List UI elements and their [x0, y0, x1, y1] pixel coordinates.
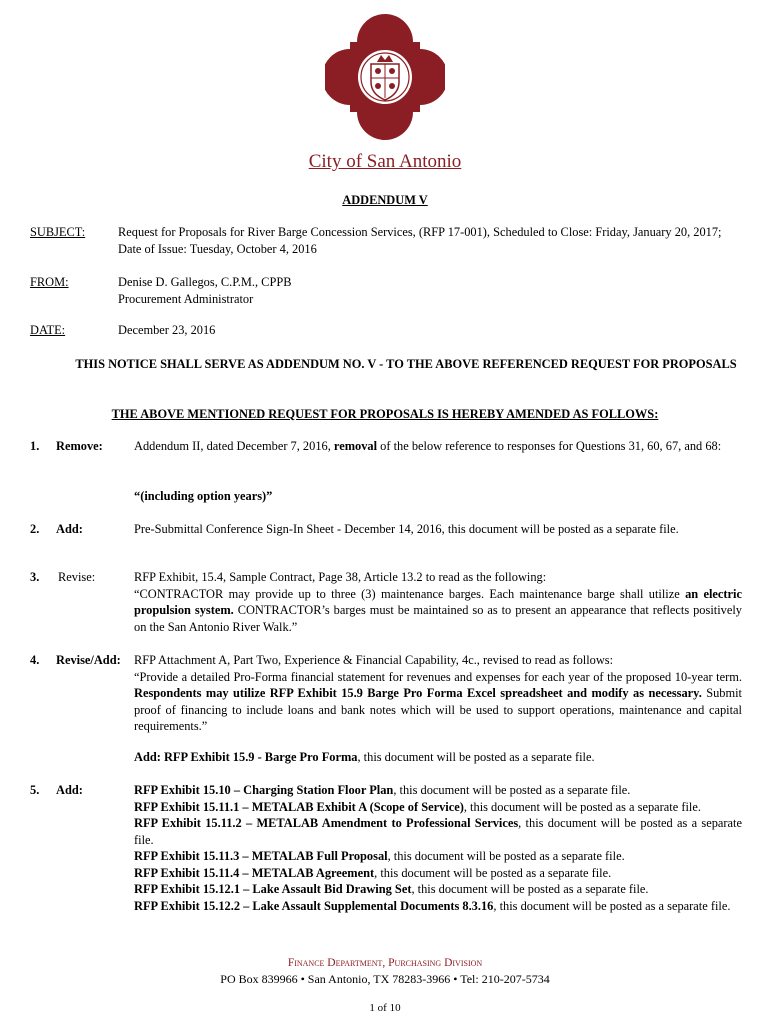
item-3-body — [134, 569, 742, 635]
amended-heading: THE ABOVE MENTIONED REQUEST FOR PROPOSALS IS HEREBY AMENDED AS FOLLOWS: — [111, 407, 659, 421]
item-4-add: Add: RFP Exhibit 15.9 - Barge Pro Forma, this document will be posted as a separate file. — [134, 750, 595, 764]
item-5-label: Add: — [56, 783, 83, 797]
item-4-body — [134, 652, 742, 735]
item-3-number: 3. — [30, 570, 40, 584]
exhibit-15-10: RFP Exhibit 15.10 – Charging Station Floor Plan, this document will be posted as a separate file. — [134, 783, 631, 797]
city-name: City of San Antonio — [308, 151, 462, 172]
from-title: Procurement Administrator — [118, 291, 254, 306]
exhibit-15-11-3: RFP Exhibit 15.11.3 – METALAB Full Proposal, this document will be posted as a separate file. — [134, 849, 625, 863]
date-value: December 23, 2016 — [118, 323, 216, 337]
item-4-line1: RFP Attachment A, Part Two, Experience & Financial Capability, 4c., revised to read as follows: — [134, 653, 614, 667]
from-block — [118, 274, 744, 307]
exhibit-15-12-2: RFP Exhibit 15.12.2 – Lake Assault Supplemental Documents 8.3.16, this document will be posted as a separate file. — [134, 898, 731, 913]
item-1-label: Remove: — [56, 439, 103, 453]
footer-address: PO Box 839966 • San Antonio, TX 78283-3966 • Tel: 210-207-5734 — [220, 972, 550, 986]
notice-heading: THIS NOTICE SHALL SERVE AS ADDENDUM NO. V - TO THE ABOVE REFERENCED REQUEST FOR PROPOSALS — [75, 357, 737, 371]
subject-value: Request for Proposals for River Barge Concession Services, (RFP 17-001), Scheduled to Close: Friday, January 20, 2017; Date of Issue: Tuesday, October 4, 2016 — [118, 225, 722, 256]
exhibit-15-11-4: RFP Exhibit 15.11.4 – METALAB Agreement, this document will be posted as a separate file. — [134, 865, 612, 880]
item-4-number: 4. — [30, 653, 40, 667]
item-5-number: 5. — [30, 783, 40, 797]
exhibit-15-12-1: RFP Exhibit 15.12.1 – Lake Assault Bid Drawing Set, this document will be posted as a separate file. — [134, 882, 649, 896]
item-3-quote: “CONTRACTOR may provide up to three (3) maintenance barges. Each maintenance barge shall utilize an electric propulsion system. CONTRACTOR’s barges must be maintained so as to present an appearance that reflects positively on the San Antonio River Walk.” — [134, 586, 742, 634]
item-3-line1: RFP Exhibit, 15.4, Sample Contract, Page 38, Article 13.2 to read as the following: — [134, 570, 547, 584]
item-5-body — [134, 782, 742, 914]
date-label: DATE: — [30, 323, 66, 337]
page-number: 1 of 10 — [369, 1002, 401, 1014]
item-2-label: Add: — [56, 522, 83, 536]
city-seal-logo — [325, 12, 445, 142]
from-name: Denise D. Gallegos, C.P.M., CPPB — [118, 275, 292, 289]
item-1-text: Addendum II, dated December 7, 2016, removal of the below reference to responses for Questions 31, 60, 67, and 68: — [134, 439, 722, 453]
item-2-text: Pre-Submittal Conference Sign-In Sheet - December 14, 2016, this document will be posted as a separate file. — [134, 522, 679, 536]
item-1-quote: “(including option years)” — [134, 489, 273, 503]
doc-title: ADDENDUM V — [342, 193, 428, 207]
item-2-number: 2. — [30, 522, 40, 536]
exhibit-15-11-1: RFP Exhibit 15.11.1 – METALAB Exhibit A (Scope of Service), this document will be posted as a separate file. — [134, 799, 701, 814]
item-3-label: Revise: — [58, 570, 96, 584]
item-1-body — [134, 438, 742, 455]
item-1-number: 1. — [30, 439, 40, 453]
item-4-quote: “Provide a detailed Pro-Forma financial statement for revenues and expenses for each year of the proposed 10-year term. Respondents may utilize RFP Exhibit 15.9 Barge Pro Forma Excel spreadsheet and modify as necessary. Submit proof of financing to include loans and bank notes which will be used to support operations, maintenance and capital requirements.” — [134, 669, 743, 733]
subject-label: SUBJECT: — [30, 225, 86, 239]
item-4-label: Revise/Add: — [56, 653, 121, 667]
footer-department: Finance Department, Purchasing Division — [287, 957, 483, 969]
exhibit-15-11-2: RFP Exhibit 15.11.2 – METALAB Amendment to Professional Services, this document will be posted as a separate file. — [134, 816, 743, 847]
from-label: FROM: — [30, 275, 69, 289]
